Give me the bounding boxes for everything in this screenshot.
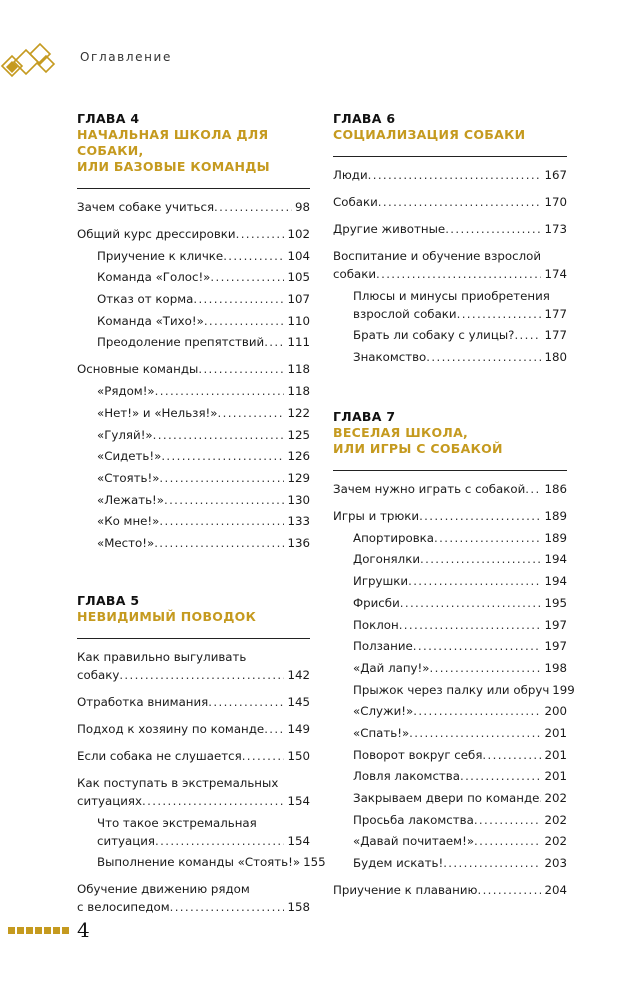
toc-entry[interactable]: Отработка внимания . . . 145 <box>77 693 310 711</box>
page-header <box>0 40 300 80</box>
toc-subentry[interactable]: Закрываем двери по команде . . . 202 <box>333 789 567 807</box>
page-footer <box>8 920 90 940</box>
divider <box>333 470 567 471</box>
chapter-number: ГЛАВА 4 <box>77 111 140 126</box>
toc-subentry[interactable]: Команда «Тихо!» . . . 110 <box>77 312 310 330</box>
toc-subentry[interactable]: Поворот вокруг себя . . . 201 <box>333 746 567 764</box>
toc-entry[interactable]: Зачем нужно играть с собакой . . . 186 <box>333 480 567 498</box>
chapter-title: ВЕСЕЛАЯ ШКОЛА, <box>333 425 469 441</box>
toc-subentry[interactable]: Апортировка . . . 189 <box>333 529 567 547</box>
toc-subentry[interactable]: «Гуляй!» . . . 125 <box>77 426 310 444</box>
toc-entry[interactable]: Основные команды . . . 118 <box>77 360 310 378</box>
toc-subentry[interactable]: «Рядом!» . . . 118 <box>77 382 310 400</box>
chapter-4 <box>77 111 310 552</box>
toc-subentry[interactable]: «Место!» . . . 136 <box>77 534 310 552</box>
toc-subentry[interactable]: Фрисби . . . 195 <box>333 594 567 612</box>
toc-entry[interactable]: Другие животные . . . 173 <box>333 220 567 238</box>
toc-entry[interactable]: Игры и трюки . . . 189 <box>333 507 567 525</box>
square-ornament-icon <box>8 927 15 934</box>
toc-column-right <box>333 111 575 914</box>
square-ornament-icon <box>35 927 42 934</box>
toc-subentry[interactable]: ситуация . . . 154 <box>77 832 310 850</box>
toc-entry[interactable]: Люди . . . 167 <box>333 166 567 184</box>
diamond-ornament-icon <box>0 40 78 80</box>
toc-column-left <box>77 111 326 931</box>
divider <box>333 156 567 157</box>
square-ornament-icon <box>62 927 69 934</box>
divider <box>77 188 310 189</box>
toc-subentry[interactable]: Прыжок через палку или обруч 199 <box>353 682 575 697</box>
square-ornament-icon <box>44 927 51 934</box>
toc-entry[interactable]: Собаки . . . 170 <box>333 193 567 211</box>
toc-subentry[interactable]: Преодоление препятствий . . . 111 <box>77 333 310 351</box>
page-number: 4 <box>77 918 90 942</box>
toc-subentry[interactable]: «Спать!» . . . 201 <box>333 724 567 742</box>
toc-subentry[interactable]: «Дай лапу!» . . . 198 <box>333 659 567 677</box>
toc-subentry[interactable]: Выполнение команды «Стоять!» 155 <box>97 855 326 870</box>
toc-subentry[interactable]: «Нет!» и «Нельзя!» . . . 122 <box>77 404 310 422</box>
toc-subentry[interactable]: Просьба лакомства . . . 202 <box>333 811 567 829</box>
toc-entry[interactable]: Если собака не слушается . . . 150 <box>77 747 310 765</box>
chapter-title-line2: ИЛИ БАЗОВЫЕ КОМАНДЫ <box>77 159 270 174</box>
toc-subentry[interactable]: «Давай почитаем!» . . . 202 <box>333 832 567 850</box>
chapter-title: НАЧАЛЬНАЯ ШКОЛА ДЛЯ СОБАКИ, <box>77 127 269 158</box>
toc-entry[interactable]: с велосипедом . . . 158 <box>77 898 310 916</box>
chapter-number: ГЛАВА 5 <box>77 592 140 608</box>
toc-subentry[interactable]: Ловля лакомства . . . 201 <box>333 767 567 785</box>
toc-entry[interactable]: ситуациях . . . 154 <box>77 792 310 810</box>
toc-entry-line1: Воспитание и обучение взрослой <box>333 249 542 263</box>
toc-subentry[interactable]: Команда «Голос!» . . . 105 <box>77 268 310 286</box>
chapter-title: НЕВИДИМЫЙ ПОВОДОК <box>77 608 257 624</box>
toc-subentry[interactable]: Будем искать! . . . 203 <box>333 854 567 872</box>
toc-subentry[interactable]: взрослой собаки . . . 177 <box>333 305 567 323</box>
toc-subentry[interactable]: «Сидеть!» . . . 126 <box>77 447 310 465</box>
chapter-number: ГЛАВА 7 <box>333 409 396 425</box>
toc-subentry[interactable]: Ползание . . . 197 <box>333 637 567 655</box>
toc-subentry[interactable]: Догонялки . . . 194 <box>333 550 567 568</box>
chapter-title: СОЦИАЛИЗАЦИЯ СОБАКИ <box>333 127 526 142</box>
divider <box>77 638 310 639</box>
toc-entry-line1: Обучение движению рядом <box>77 882 250 897</box>
toc-entry[interactable]: Общий курс дрессировки . . . 102 <box>77 225 310 243</box>
toc-subentry[interactable]: Знакомство . . . 180 <box>333 348 567 366</box>
toc-subentry[interactable]: «Служи!» . . . 200 <box>333 702 567 720</box>
chapter-7 <box>333 409 575 899</box>
toc-entry[interactable]: Зачем собаке учиться . . . 98 <box>77 198 310 216</box>
toc-entry[interactable]: Приучение к плаванию . . . 204 <box>333 881 567 899</box>
toc-subentry[interactable]: Поклон . . . 197 <box>333 616 567 634</box>
toc-entry[interactable]: собаку . . . 142 <box>77 666 310 684</box>
toc-subentry-line1: Плюсы и минусы приобретения <box>353 288 550 303</box>
chapter-title-line2: ИЛИ ИГРЫ С СОБАКОЙ <box>333 441 503 457</box>
square-ornament-icon <box>53 927 60 934</box>
toc-subentry[interactable]: Отказ от корма . . . 107 <box>77 290 310 308</box>
toc-entry-line1: Как правильно выгуливать <box>77 649 247 664</box>
toc-entry[interactable]: Подход к хозяину по команде . . . 149 <box>77 720 310 738</box>
square-ornament-icon <box>26 927 33 934</box>
toc-subentry-line1: Что такое экстремальная <box>97 815 257 830</box>
toc-subentry[interactable]: «Ко мне!» . . . 133 <box>77 512 310 530</box>
chapter-6 <box>333 111 567 366</box>
toc-entry-line1: Как поступать в экстремальных <box>77 775 279 790</box>
toc-subentry[interactable]: Приучение к кличке . . . 104 <box>77 247 310 265</box>
chapter-5 <box>77 592 326 916</box>
square-ornament-icon <box>17 927 24 934</box>
chapter-number: ГЛАВА 6 <box>333 111 396 126</box>
toc-subentry[interactable]: Игрушки . . . 194 <box>333 572 567 590</box>
page-title: Оглавление <box>80 50 172 64</box>
toc-subentry[interactable]: Брать ли собаку с улицы? . . . 177 <box>333 326 567 344</box>
toc-entry[interactable]: собаки . . . 174 <box>333 265 567 283</box>
toc-subentry[interactable]: «Стоять!» . . . 129 <box>77 469 310 487</box>
toc-subentry[interactable]: «Лежать!» . . . 130 <box>77 491 310 509</box>
